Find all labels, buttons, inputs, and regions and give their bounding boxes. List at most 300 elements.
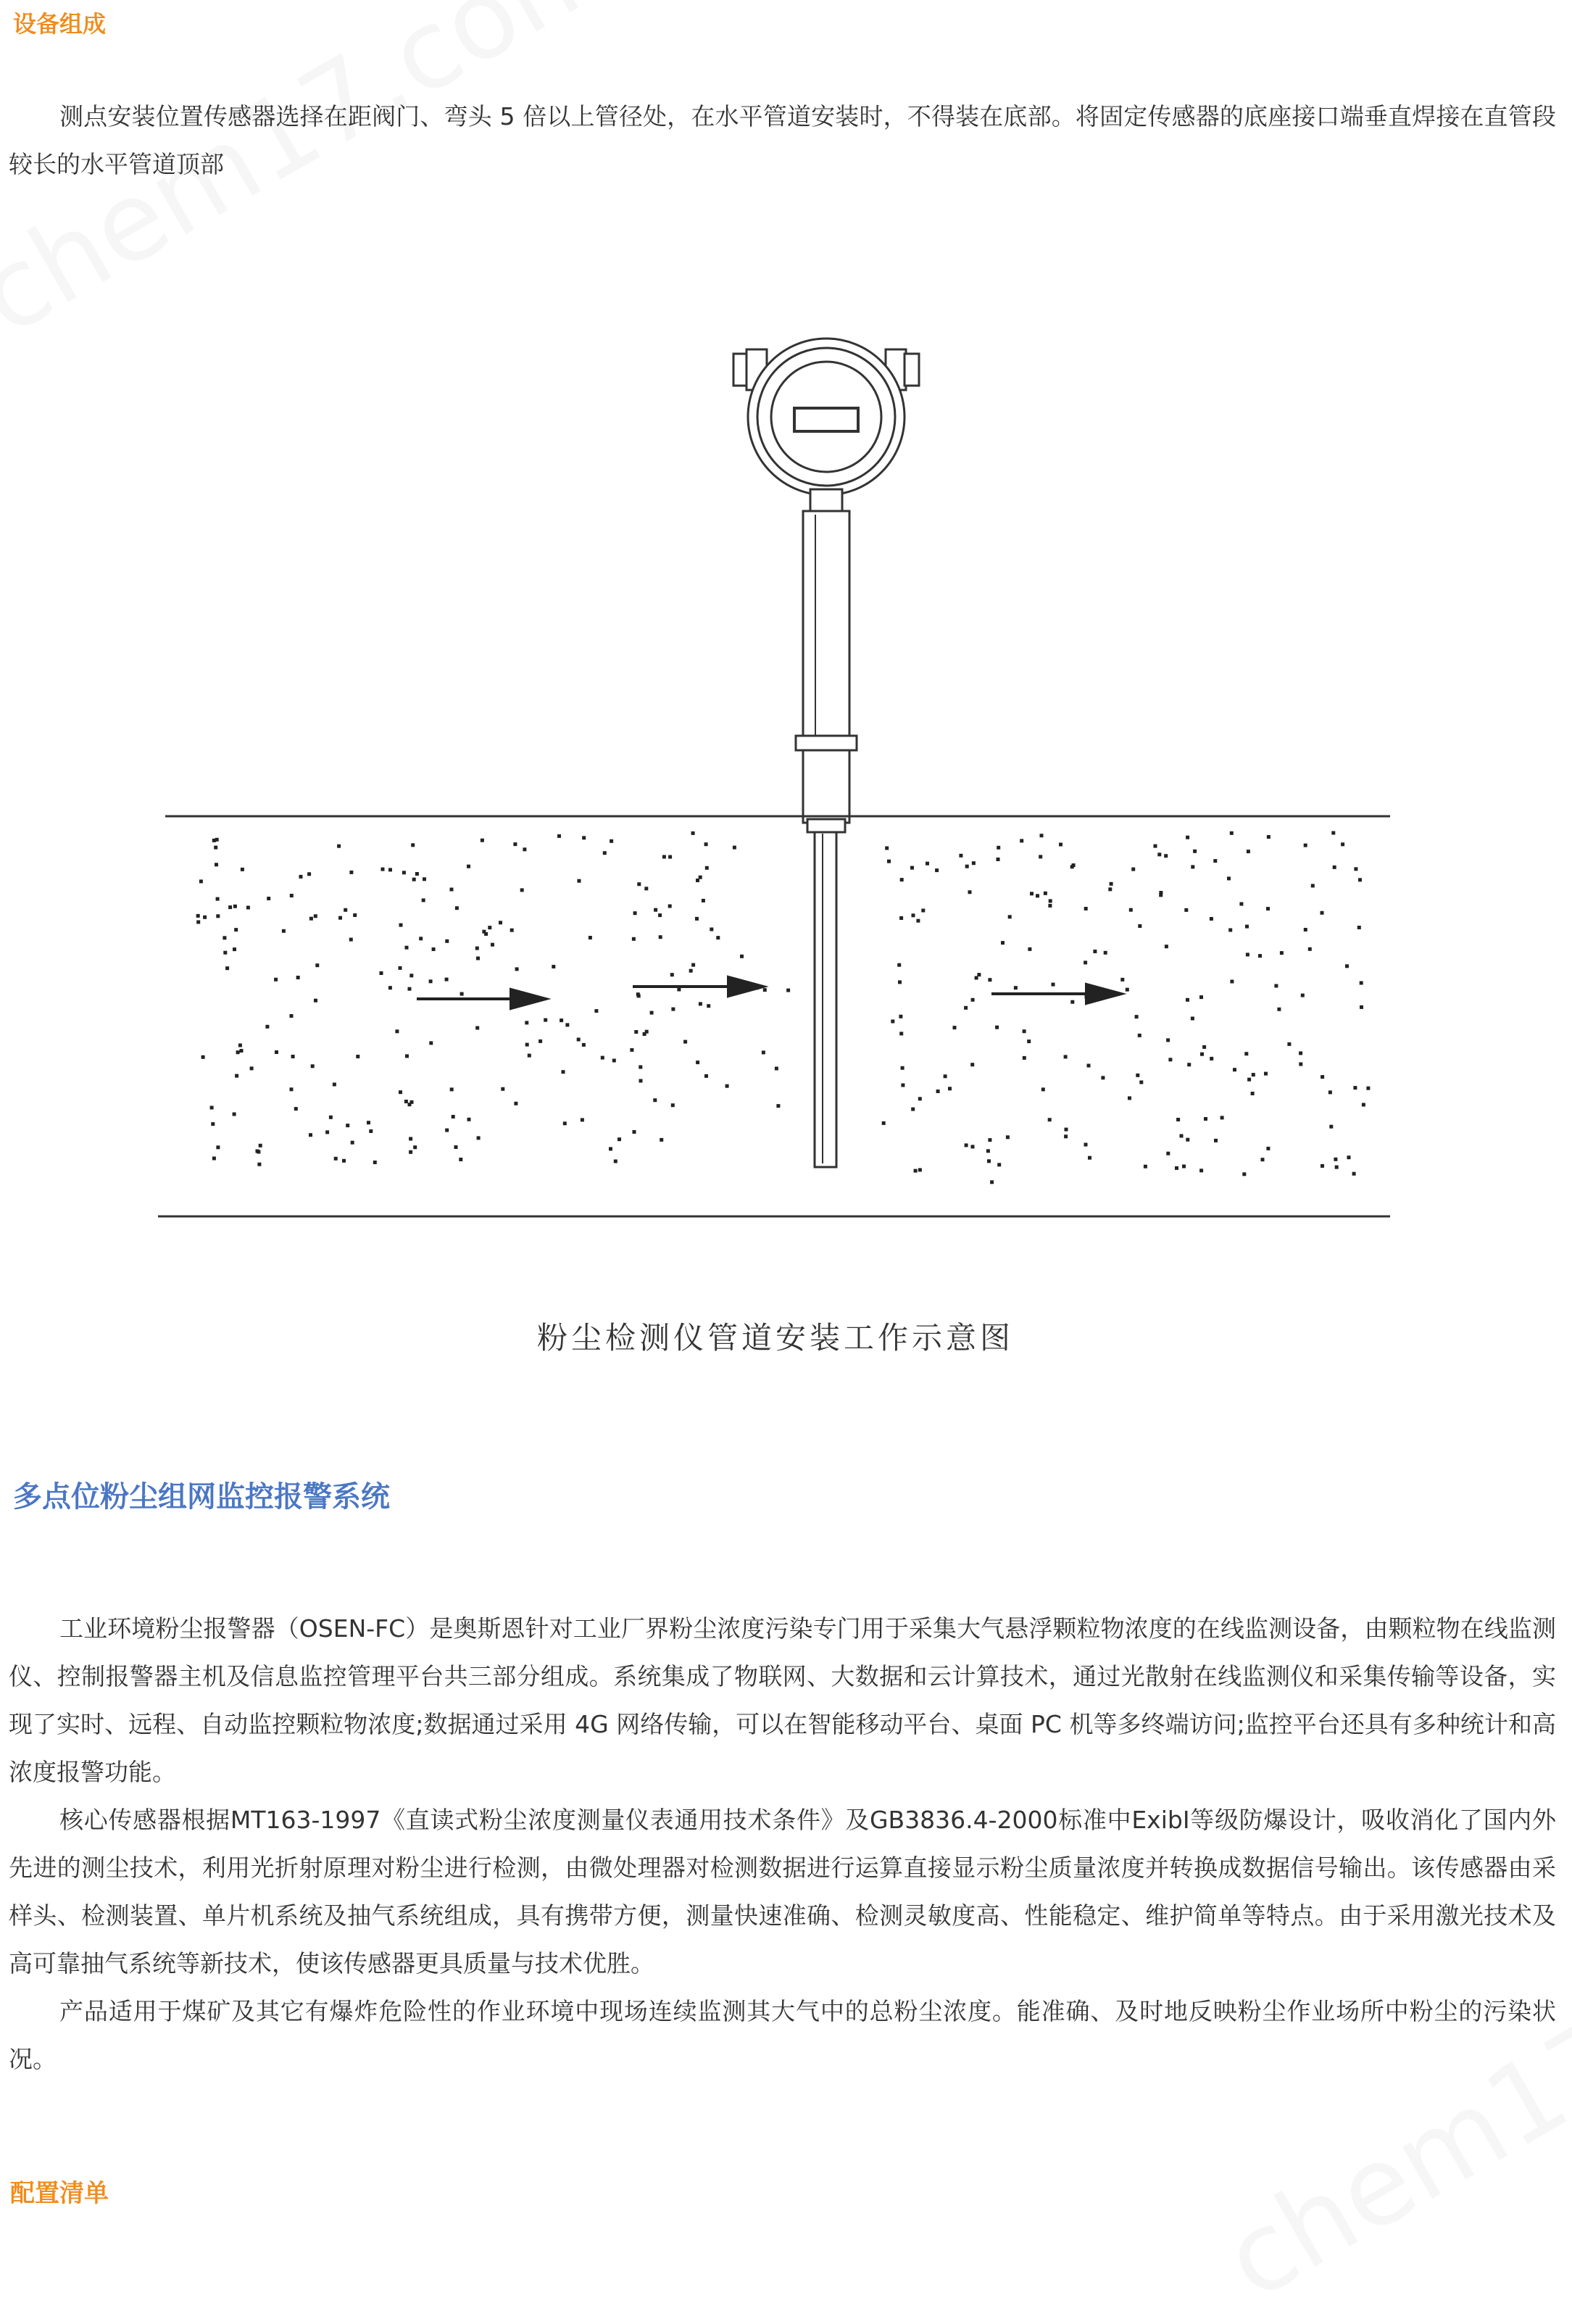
dust-particle — [1108, 887, 1112, 891]
dust-particle — [1252, 1073, 1255, 1076]
dust-particle — [1027, 1039, 1031, 1043]
dust-particle — [454, 1145, 458, 1149]
dust-particle — [501, 1087, 504, 1091]
dust-particle — [677, 988, 681, 992]
dust-particle — [740, 955, 744, 958]
dust-particle — [1028, 947, 1031, 951]
dust-particle — [965, 865, 969, 868]
dust-particle — [882, 1121, 886, 1125]
flow-arrow-icon — [633, 977, 763, 996]
dust-particle — [910, 866, 914, 870]
dust-particle — [589, 936, 592, 939]
dust-particle — [356, 1055, 359, 1058]
dust-particle — [1266, 1147, 1270, 1150]
dust-particle — [1059, 843, 1062, 847]
dust-particle — [1247, 850, 1250, 853]
dust-particle — [1166, 1152, 1170, 1155]
dust-particle — [975, 976, 978, 980]
dust-particle — [450, 888, 454, 892]
dust-particle — [1138, 1034, 1141, 1037]
dust-particle — [1139, 1081, 1143, 1084]
dust-particle — [633, 1130, 636, 1134]
dust-particle — [369, 1129, 373, 1133]
dust-particle — [1230, 831, 1234, 835]
dust-particle — [211, 1122, 215, 1126]
dust-particle — [1311, 884, 1315, 887]
dust-particle — [1333, 866, 1336, 869]
dust-particle — [1267, 835, 1271, 839]
dust-particle — [887, 860, 891, 863]
dust-particle — [282, 929, 286, 933]
dust-particle — [977, 973, 981, 976]
dust-particle — [415, 872, 419, 876]
dust-particle — [1030, 892, 1034, 895]
dust-particle — [581, 1118, 584, 1121]
dust-particle — [411, 843, 415, 847]
dust-particle — [1191, 865, 1194, 868]
dust-particle — [1321, 1075, 1324, 1079]
section-title-config-list: 配置清单 — [10, 2179, 109, 2208]
dust-particle — [1261, 1158, 1265, 1161]
dust-particle — [257, 1150, 260, 1154]
dust-particle — [499, 921, 502, 924]
dust-particle — [1064, 1134, 1068, 1138]
dust-particle — [988, 1138, 991, 1142]
dust-particle — [639, 1066, 642, 1069]
dust-particle — [1362, 1103, 1365, 1107]
dust-particle — [603, 851, 607, 855]
dust-particle — [644, 887, 648, 890]
dust-particle — [333, 1083, 336, 1087]
dust-particle — [351, 1141, 354, 1145]
dust-particle — [1065, 1128, 1068, 1132]
dust-particle — [445, 978, 449, 982]
dust-particle — [707, 1004, 710, 1008]
dust-particle — [997, 858, 1000, 861]
dust-particle — [1144, 1165, 1147, 1169]
dust-particle — [1136, 1074, 1139, 1077]
dust-particle — [409, 974, 413, 977]
dust-particle — [1266, 907, 1270, 910]
dust-particle — [1159, 893, 1163, 897]
dust-particle — [233, 947, 236, 951]
dust-particle — [1328, 1090, 1332, 1094]
dust-particle — [212, 1157, 216, 1161]
dust-particle — [445, 1129, 449, 1132]
dust-particle — [214, 846, 217, 850]
dust-particle — [1039, 855, 1042, 858]
dust-particle — [1230, 980, 1234, 984]
dust-particle — [325, 1130, 329, 1134]
dust-particle — [240, 1049, 244, 1053]
dust-particle — [926, 862, 929, 866]
dust-particle — [614, 1160, 617, 1163]
dust-particle — [1157, 852, 1161, 856]
dust-particle — [1020, 839, 1023, 842]
dust-particle — [632, 937, 636, 941]
dust-particle — [1048, 1118, 1052, 1121]
dust-particle — [658, 913, 662, 917]
dust-particle — [373, 1161, 377, 1164]
dust-particle — [514, 1102, 517, 1105]
dust-particle — [921, 909, 925, 913]
dust-particle — [971, 998, 975, 1002]
dust-particle — [290, 1014, 294, 1018]
dust-particle — [1210, 1057, 1213, 1061]
dust-particle — [399, 924, 403, 927]
dust-particle — [1199, 1169, 1203, 1172]
dust-particle — [594, 1009, 598, 1013]
dust-particle — [246, 906, 250, 910]
dust-particle — [528, 1054, 531, 1058]
dust-particle — [432, 947, 436, 951]
dust-particle — [1251, 1092, 1255, 1095]
dust-particle — [445, 939, 449, 943]
dust-particle — [1084, 1143, 1088, 1147]
dust-particle — [725, 1084, 729, 1088]
dust-particle — [233, 905, 237, 908]
dust-particle — [1277, 1008, 1281, 1011]
dust-particle — [1287, 1042, 1291, 1046]
dust-particle — [513, 842, 517, 846]
dust-particle — [552, 965, 555, 968]
dust-particle — [987, 1159, 991, 1163]
dust-particle — [216, 1145, 220, 1149]
dust-particle — [234, 928, 238, 931]
dust-particle — [210, 1106, 214, 1110]
dust-particle — [662, 855, 666, 859]
dust-particle — [617, 1137, 621, 1141]
dust-particle — [1165, 945, 1168, 948]
dust-particle — [1335, 1166, 1339, 1169]
dust-particle — [1006, 1135, 1010, 1139]
dust-particle — [936, 1090, 940, 1093]
dust-particle — [423, 877, 426, 881]
dust-particle — [215, 863, 218, 866]
dust-particle — [334, 1157, 338, 1161]
dust-particle — [565, 1023, 569, 1026]
dust-particle — [733, 846, 736, 850]
dust-particle — [1246, 953, 1249, 956]
dust-particle — [196, 921, 200, 924]
dust-particle — [1049, 899, 1052, 902]
dust-particle — [683, 1040, 687, 1044]
dust-particle — [477, 1136, 481, 1140]
dust-particle — [309, 1133, 312, 1137]
dust-particle — [897, 963, 901, 967]
dust-particle — [704, 842, 708, 846]
dust-particle — [459, 1158, 462, 1161]
dust-particle — [419, 937, 423, 940]
dust-particle — [562, 1070, 565, 1074]
dust-particle — [429, 979, 433, 983]
dust-particle — [914, 1169, 918, 1173]
dust-particle — [488, 926, 491, 929]
dust-particle — [1199, 995, 1203, 999]
dust-particle — [381, 868, 385, 871]
dust-particle — [988, 978, 991, 982]
dust-particle — [645, 1030, 649, 1034]
dust-particle — [412, 878, 416, 881]
dust-particle — [1023, 1029, 1026, 1033]
dust-particle — [1041, 1087, 1045, 1091]
dust-particle — [1214, 1139, 1218, 1142]
dust-particle — [762, 1050, 765, 1054]
dust-particle — [309, 917, 313, 921]
dust-particle — [633, 911, 637, 915]
dust-particle — [404, 1100, 408, 1103]
dust-particle — [294, 1107, 298, 1111]
dust-particle — [422, 898, 425, 902]
dust-particle — [1299, 1063, 1302, 1066]
section-title-system: 多点位粉尘组网监控报警系统 — [13, 1480, 390, 1514]
dust-particle — [901, 1066, 904, 1070]
dust-particle — [659, 935, 662, 939]
dust-particle — [212, 839, 216, 842]
dust-particle — [1191, 1017, 1194, 1021]
dust-particle — [671, 1008, 675, 1011]
dust-particle — [1084, 960, 1087, 964]
dust-particle — [399, 966, 402, 970]
dust-particle — [916, 919, 920, 923]
dust-particle — [1164, 854, 1168, 858]
dust-particle — [918, 1097, 922, 1100]
dust-particle — [1126, 988, 1129, 992]
dust-particle — [1331, 831, 1335, 835]
dust-particle — [1213, 859, 1217, 863]
dust-particle — [578, 879, 581, 883]
dust-particle — [634, 1030, 638, 1034]
dust-particle — [388, 868, 392, 871]
dust-particle — [1301, 994, 1305, 997]
dust-particle — [367, 1121, 370, 1124]
dust-particle — [265, 1025, 269, 1029]
dust-particle — [912, 913, 915, 917]
dust-particle — [290, 1087, 294, 1091]
dust-particle — [775, 1067, 778, 1071]
dust-particle — [525, 1043, 529, 1047]
dust-particle — [259, 1144, 262, 1148]
dust-particle — [763, 988, 767, 992]
dust-particle — [450, 1087, 454, 1091]
dust-particle — [1154, 844, 1157, 848]
dust-particle — [660, 1138, 663, 1142]
dust-particle — [452, 1115, 455, 1119]
dust-particle — [972, 861, 976, 865]
dust-particle — [250, 1066, 254, 1070]
dust-particle — [601, 1056, 604, 1060]
dust-particle — [1245, 925, 1249, 929]
dust-particle — [935, 868, 939, 872]
dust-particle — [1360, 982, 1363, 985]
dust-particle — [1087, 1064, 1091, 1068]
dust-particle — [481, 839, 484, 842]
dust-particle — [257, 1163, 261, 1166]
dust-particle — [1175, 1166, 1178, 1170]
dust-particle — [460, 992, 464, 996]
flow-arrow-icon — [417, 989, 546, 1008]
dust-particle — [1366, 1087, 1370, 1090]
dust-particle — [337, 844, 341, 848]
body-paragraph: 产品适用于煤矿及其它有爆炸危险性的作业环境中现场连续监测其大气中的总粉尘浓度。能准确、及时地反映粉尘作业场所中粉尘的污染状况。 — [9, 1997, 1556, 2073]
dust-particle — [1084, 907, 1088, 910]
dust-particle — [1186, 1138, 1189, 1142]
dust-particle — [997, 1163, 1001, 1166]
dust-particle — [891, 1020, 894, 1024]
dust-particle — [346, 1124, 349, 1127]
intro-paragraph: 测点安装位置传感器选择在距阀门、弯头 5 倍以上管径处，在水平管道安装时，不得装在底部。将固定传感器的底座接口端垂直焊接在直管段较长的水平管道顶部 — [9, 102, 1556, 178]
dust-particle — [1040, 834, 1044, 837]
body-paragraph: 核心传感器根据MT163-1997《直读式粉尘浓度测量仪表通用技术条件》及GB3836.4-2000标准中ExibI等级防爆设计，吸收消化了国内外先进的测尘技术，利用光折射原理对粉尘进行检测，由微处理器对检测数据进行运算直接显示粉尘质量浓度并转换成数据信号输出。该传感器由采样头、检测装置、单片机系统及抽气系统组成，具有携带方便，测量快速准确、检测灵敏度高、性能稳定、维护简单等特点。由于采用激光技术及高可靠抽气系统等新技术，使该传感器更具质量与技术优胜。 — [9, 1806, 1556, 1978]
dust-particle — [918, 1168, 922, 1171]
dust-particle — [696, 879, 699, 882]
dust-particle — [1014, 986, 1018, 989]
dust-particle — [1345, 964, 1349, 968]
dust-particle — [1321, 911, 1324, 915]
diagram-caption: 粉尘检测仪管道安装工作示意图 — [536, 1320, 1015, 1356]
dust-particle — [899, 1032, 903, 1035]
dust-particle — [233, 1113, 236, 1116]
dust-particle — [1227, 876, 1231, 880]
dust-particle — [695, 917, 699, 921]
dust-particle — [668, 855, 672, 859]
dust-particle — [1187, 1063, 1191, 1066]
dust-particle — [1120, 978, 1124, 982]
dust-particle — [1360, 1005, 1363, 1009]
section-title-composition: 设备组成 — [13, 10, 107, 38]
dust-particle — [1044, 892, 1047, 895]
dust-particle — [525, 1021, 528, 1024]
dust-particle — [1036, 894, 1039, 897]
dust-particle — [1334, 1158, 1337, 1161]
dust-particle — [691, 831, 695, 835]
dust-particle — [299, 875, 303, 879]
dust-particle — [948, 1087, 952, 1090]
dust-particle — [1204, 1117, 1207, 1121]
dust-particle — [314, 999, 317, 1003]
dust-particle — [1129, 908, 1133, 912]
dust-particle — [1228, 929, 1232, 932]
dust-particle — [1247, 1078, 1251, 1082]
dust-particle — [1104, 951, 1107, 955]
dust-particle — [408, 987, 412, 991]
dust-particle — [1242, 1172, 1246, 1176]
dust-particle — [1239, 902, 1243, 906]
dust-particle — [630, 1048, 633, 1052]
dust-particle — [1200, 1053, 1204, 1056]
dust-particle — [944, 1074, 947, 1078]
dust-particle — [702, 899, 705, 902]
dust-particle — [223, 951, 227, 955]
dust-particle — [1264, 1072, 1268, 1076]
dust-particle — [1184, 908, 1188, 912]
dust-particle — [965, 1143, 968, 1147]
dust-particle — [241, 868, 244, 871]
dust-particle — [216, 897, 220, 901]
dust-particle — [475, 1026, 479, 1030]
dust-particle — [610, 839, 613, 843]
dust-particle — [290, 894, 294, 897]
dust-particle — [1347, 1155, 1351, 1159]
dust-particle — [1110, 882, 1113, 886]
dust-particle — [349, 871, 353, 874]
dust-particle — [582, 1043, 586, 1047]
dust-particle — [1093, 950, 1097, 953]
dust-particle — [1210, 917, 1213, 921]
dust-particle — [476, 957, 480, 960]
dust-particle — [668, 905, 672, 908]
dust-particle — [1070, 1000, 1074, 1004]
dust-particle — [467, 1118, 471, 1121]
dust-particle — [520, 888, 524, 892]
dust-particle — [1088, 1156, 1091, 1160]
dust-particle — [1341, 842, 1344, 846]
dust-particle — [639, 1079, 643, 1083]
dust-particle — [296, 976, 300, 979]
dust-particle — [959, 854, 962, 858]
dust-particle — [1008, 915, 1012, 918]
dust-particle — [970, 1063, 974, 1066]
dust-particle — [388, 986, 392, 989]
dust-particle — [216, 914, 220, 918]
dust-particle — [395, 1029, 399, 1033]
dust-particle — [901, 1084, 904, 1087]
dust-particle — [1048, 904, 1052, 908]
dust-particle — [710, 928, 713, 931]
dust-particle — [885, 847, 889, 850]
dust-particle — [953, 1026, 957, 1029]
dust-particle — [510, 929, 514, 932]
dust-particle — [995, 1026, 999, 1029]
dust-particle — [1233, 1068, 1236, 1071]
dust-particle — [1176, 1118, 1180, 1121]
dust-particle — [1166, 1038, 1170, 1042]
dust-particle — [582, 836, 586, 839]
dust-particle — [637, 994, 641, 997]
dust-particle — [900, 878, 904, 881]
dust-particle — [1202, 1045, 1206, 1049]
dust-particle — [199, 879, 203, 883]
dust-particle — [1304, 844, 1307, 847]
dust-particle — [716, 936, 720, 939]
dust-particle — [201, 1055, 205, 1059]
dust-particle — [291, 1055, 295, 1058]
dust-particle — [455, 906, 459, 910]
dust-particle — [523, 847, 526, 851]
dust-particle — [409, 1150, 412, 1154]
dust-particle — [475, 947, 479, 950]
dust-particle — [267, 897, 270, 900]
dust-particle — [1220, 1116, 1224, 1119]
dust-particle — [776, 1104, 780, 1108]
dust-particle — [577, 1038, 581, 1042]
dust-particle — [1052, 983, 1055, 987]
dust-particle — [228, 905, 232, 909]
dust-particle — [1186, 836, 1189, 839]
dust-particle — [515, 967, 519, 971]
dust-particles — [196, 831, 1371, 1184]
dust-particle — [353, 913, 357, 917]
dust-particle — [1304, 928, 1307, 931]
pipe-installation-diagram — [145, 333, 1421, 1377]
dust-particle — [1258, 954, 1262, 958]
dust-particle — [563, 1121, 567, 1125]
dust-particle — [275, 1050, 278, 1054]
dust-particle — [670, 973, 674, 976]
dust-particle — [223, 936, 226, 939]
dust-particle — [380, 971, 383, 975]
dust-particle — [482, 930, 486, 934]
